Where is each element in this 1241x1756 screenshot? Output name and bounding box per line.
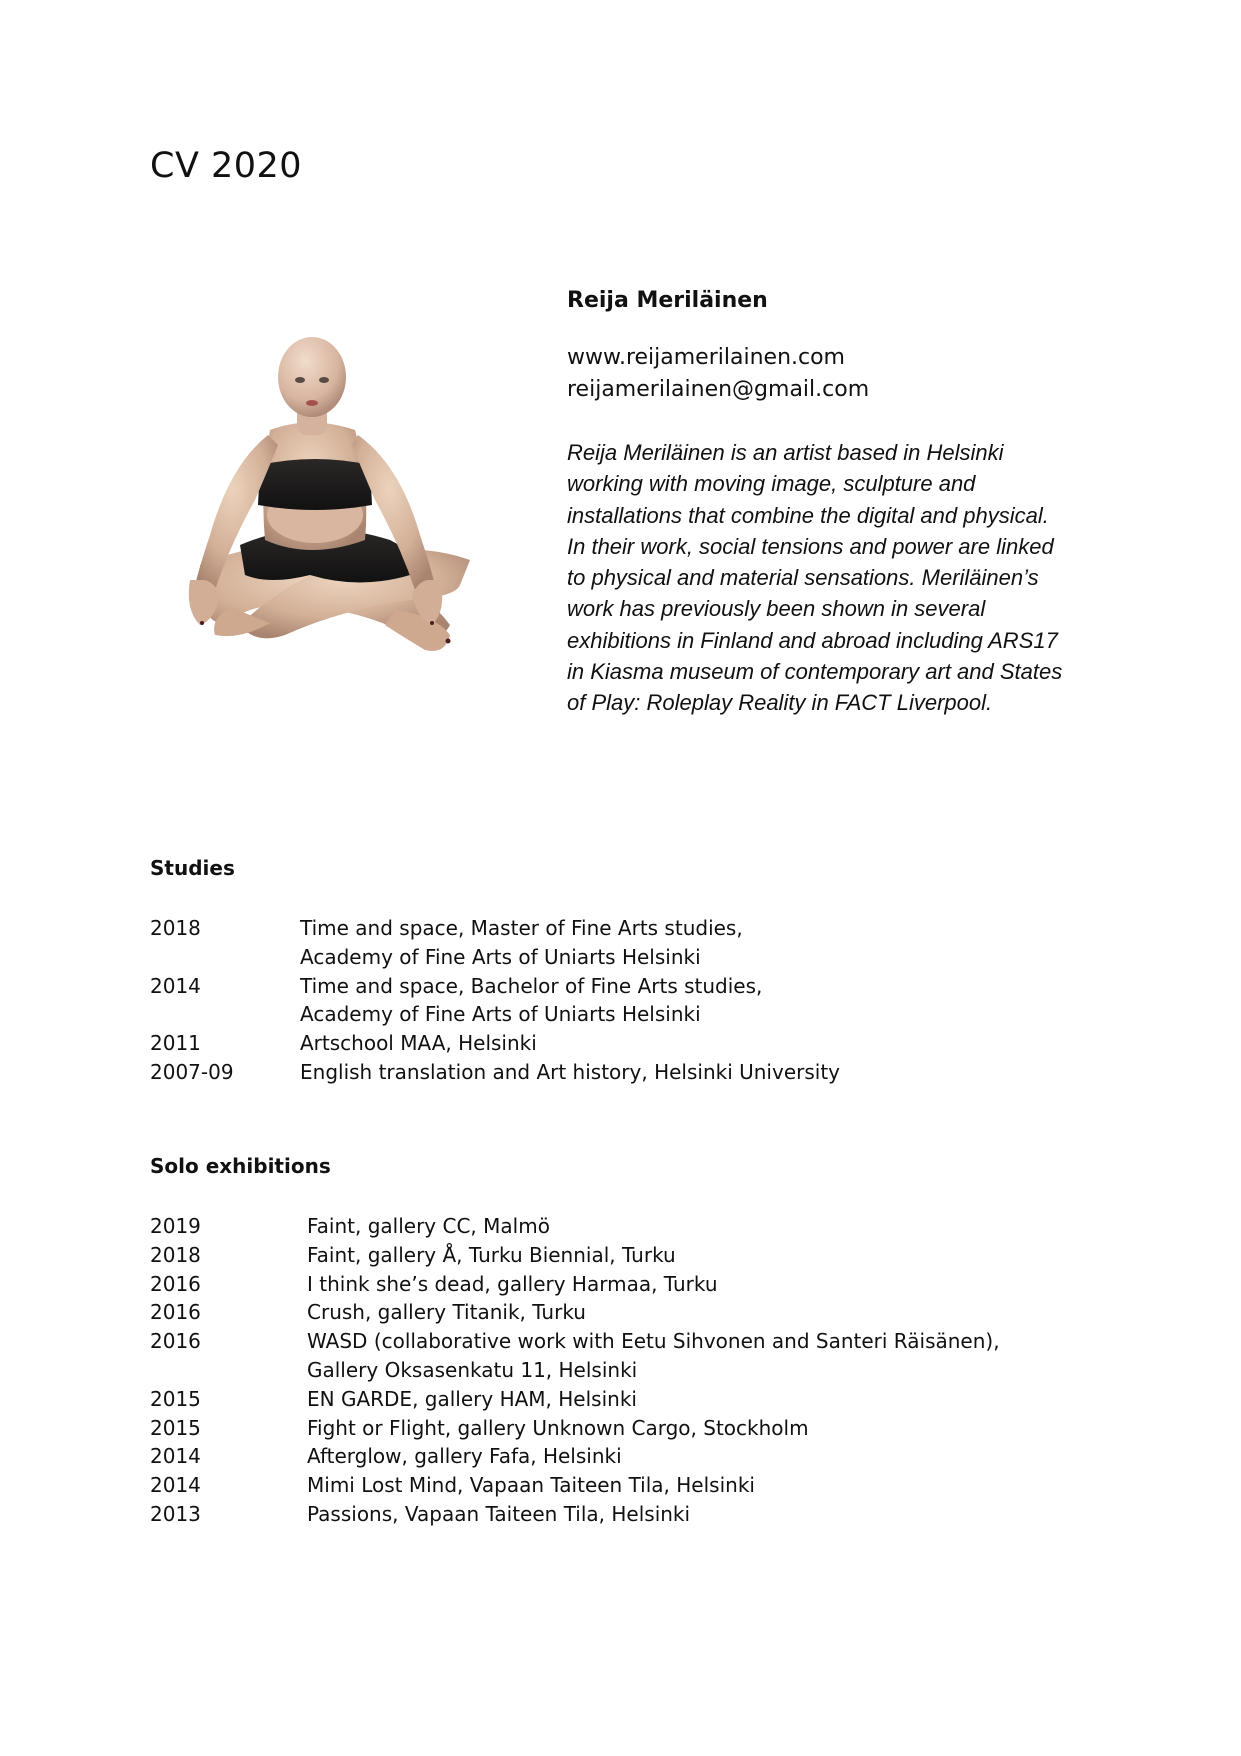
entry-line: EN GARDE, gallery HAM, Helsinki — [307, 1386, 637, 1411]
entry-year: 2016 — [150, 1271, 201, 1296]
entry-text — [300, 972, 762, 1030]
entry-year: 2015 — [150, 1415, 201, 1440]
entry-year: 2014 — [150, 1444, 201, 1469]
entry-year: 2007-09 — [150, 1059, 234, 1084]
studies-list — [150, 914, 1150, 1087]
entry-line: WASD (collaborative work with Eetu Sihvonen and Santeri Räisänen), — [307, 1329, 1000, 1354]
entry-line: Time and space, Master of Fine Arts studies, — [300, 916, 743, 940]
artist-info — [567, 288, 1107, 719]
entry-text — [307, 1327, 1000, 1385]
exhibition-entry — [150, 1327, 1150, 1385]
bio-line: working with moving image, sculpture and — [567, 471, 976, 497]
exhibition-entry — [150, 1270, 1150, 1299]
entry-line: Gallery Oksasenkatu 11, Helsinki — [307, 1357, 638, 1382]
exhibition-entry — [150, 1414, 1150, 1443]
entry-line: Passions, Vapaan Taiteen Tila, Helsinki — [307, 1501, 691, 1526]
page-title: CV 2020 — [150, 146, 303, 186]
entry-text — [307, 1471, 755, 1500]
exhibition-entry — [150, 1500, 1150, 1529]
entry-year: 2018 — [150, 1242, 201, 1267]
studies-entry — [150, 1029, 1150, 1058]
entry-line: Afterglow, gallery Fafa, Helsinki — [307, 1444, 622, 1469]
entry-text — [307, 1500, 690, 1529]
studies-entry — [150, 1058, 1150, 1087]
entry-year: 2013 — [150, 1501, 201, 1526]
exhibition-entry — [150, 1212, 1150, 1241]
entry-line: Mimi Lost Mind, Vapaan Taiteen Tila, Helsinki — [307, 1473, 755, 1498]
entry-text — [307, 1385, 637, 1414]
bio-line: to physical and material sensations. Meriläinen’s — [567, 565, 1039, 591]
entry-text — [300, 1029, 537, 1058]
studies-heading: Studies — [150, 856, 235, 880]
entry-year: 2011 — [150, 1031, 201, 1056]
artist-bio — [567, 437, 1097, 719]
entry-text — [300, 1058, 840, 1087]
entry-line: Artschool MAA, Helsinki — [300, 1031, 537, 1056]
bio-line: of Play: Roleplay Reality in FACT Liverpool. — [567, 690, 993, 716]
exhibition-entry — [150, 1298, 1150, 1327]
exhibition-entry — [150, 1385, 1150, 1414]
entry-line: English translation and Art history, Helsinki University — [300, 1059, 840, 1084]
solo-exhibitions-heading: Solo exhibitions — [150, 1154, 331, 1178]
artist-portrait-image — [160, 335, 520, 705]
bio-line: Reija Meriläinen is an artist based in Helsinki — [567, 440, 1004, 465]
bio-line: installations that combine the digital and physical. — [567, 502, 1049, 528]
entry-line: Fight or Flight, gallery Unknown Cargo, Stockholm — [307, 1415, 809, 1440]
entry-year: 2018 — [150, 916, 201, 940]
entry-year: 2016 — [150, 1300, 201, 1325]
exhibition-entry — [150, 1471, 1150, 1500]
entry-text — [307, 1298, 586, 1327]
entry-line: Time and space, Bachelor of Fine Arts studies, — [300, 973, 763, 998]
studies-entry — [150, 972, 1150, 1030]
entry-line: I think she’s dead, gallery Harmaa, Turku — [307, 1271, 718, 1296]
entry-line: Academy of Fine Arts of Uniarts Helsinki — [300, 1002, 701, 1027]
entry-year: 2014 — [150, 1473, 201, 1498]
studies-entry — [150, 914, 1150, 972]
entry-text — [307, 1270, 718, 1299]
entry-text — [307, 1212, 550, 1241]
entry-year: 2015 — [150, 1386, 201, 1411]
entry-year: 2016 — [150, 1329, 201, 1354]
entry-text — [307, 1414, 809, 1443]
entry-year: 2019 — [150, 1214, 201, 1238]
entry-line: Academy of Fine Arts of Uniarts Helsinki — [300, 944, 701, 969]
entry-text — [307, 1241, 676, 1270]
entry-line: Faint, gallery Å, Turku Biennial, Turku — [307, 1242, 676, 1267]
bio-line: work has previously been shown in several — [567, 596, 986, 622]
exhibition-entry — [150, 1241, 1150, 1270]
email-link[interactable]: reijamerilainen@gmail.com — [567, 377, 870, 402]
bio-line: in Kiasma museum of contemporary art and States — [567, 659, 1063, 685]
artist-name: Reija Meriläinen — [567, 288, 768, 313]
entry-line: Crush, gallery Titanik, Turku — [307, 1300, 586, 1325]
entry-text — [307, 1442, 622, 1471]
solo-exhibitions-list — [150, 1212, 1150, 1529]
entry-text — [300, 914, 743, 972]
entry-year: 2014 — [150, 973, 201, 998]
exhibition-entry — [150, 1442, 1150, 1471]
bio-line: In their work, social tensions and power are linked — [567, 533, 1054, 559]
bio-line: exhibitions in Finland and abroad including ARS17 — [567, 627, 1058, 653]
website-link[interactable]: www.reijamerilainen.com — [567, 345, 845, 370]
entry-line: Faint, gallery CC, Malmö — [307, 1214, 550, 1238]
